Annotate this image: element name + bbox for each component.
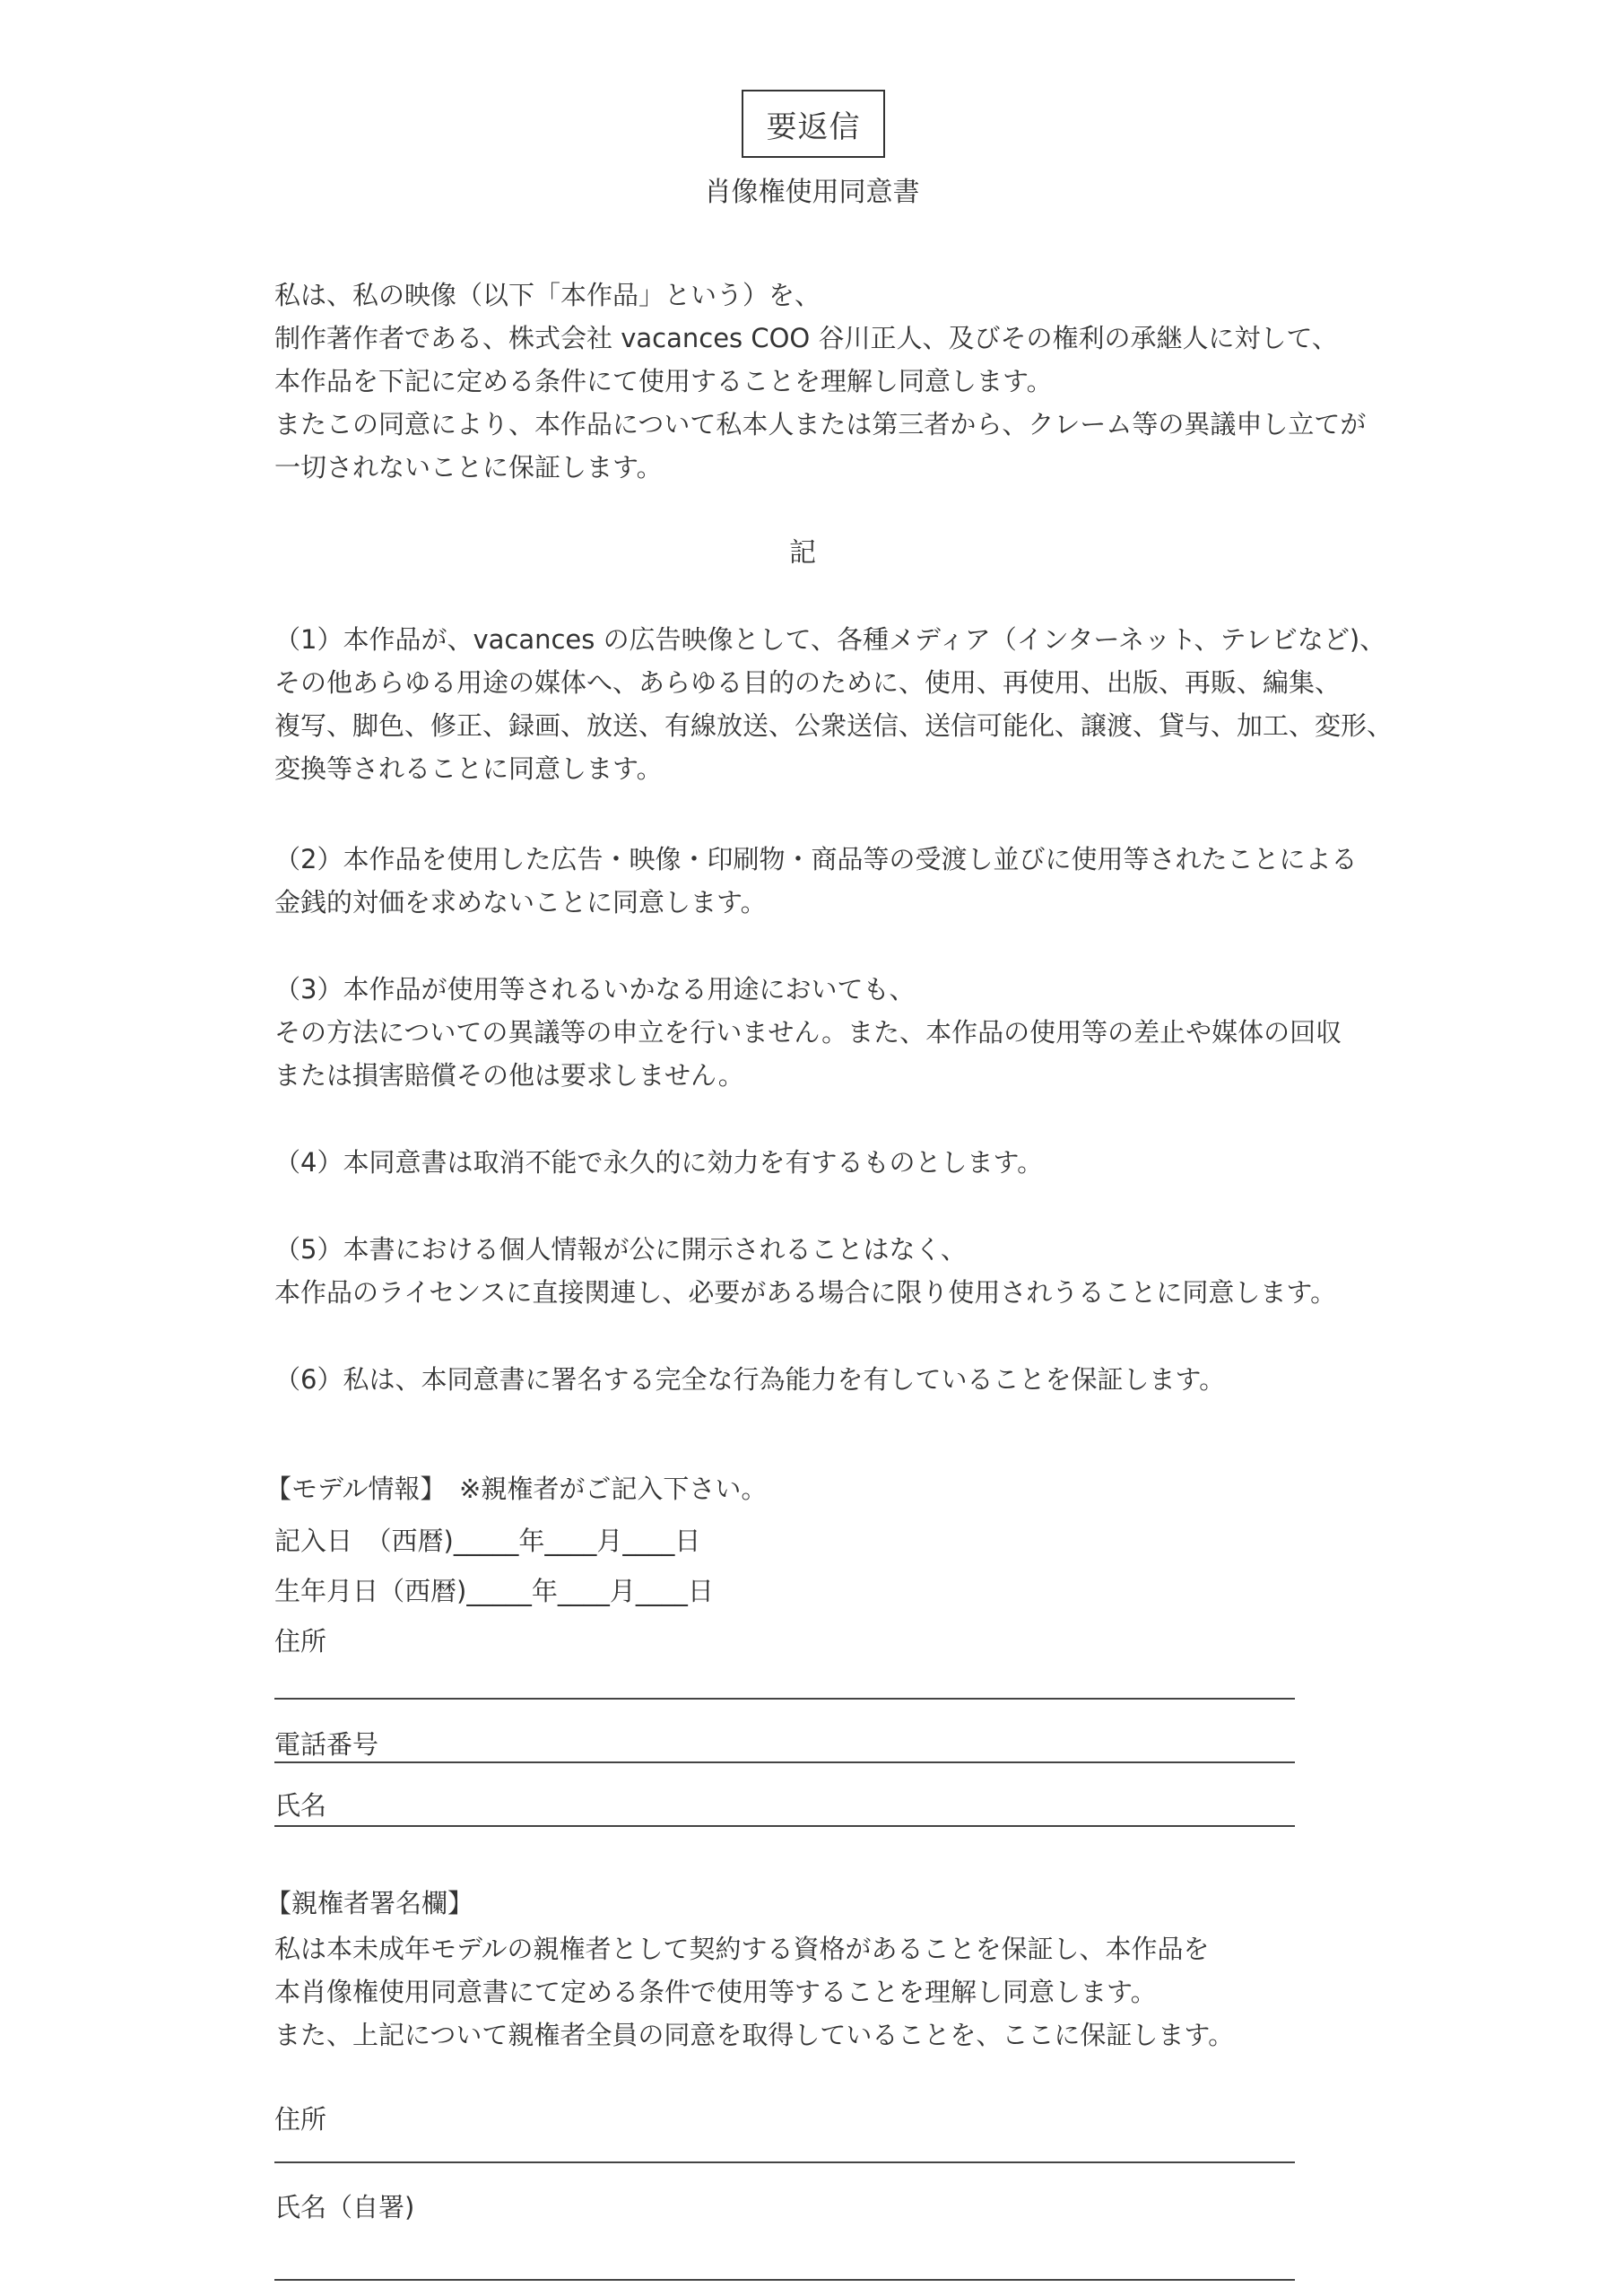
guardian-heading: 【親権者署名欄】 <box>265 1888 474 1918</box>
reply-required-badge: 要返信 <box>742 90 885 158</box>
clause-line: その他あらゆる用途の媒体へ、あらゆる目的のために、使用、再使用、出版、再販、編集、 <box>274 667 1342 698</box>
document-title: 肖像権使用同意書 <box>704 177 920 208</box>
clause-line: 変換等されることに同意します。 <box>274 753 663 784</box>
clause-line: （5）本書における個人情報が公に開示されることはなく、 <box>274 1234 967 1265</box>
intro-paragraph <box>274 274 1366 489</box>
clause-line: 金銭的対価を求めないことに同意します。 <box>274 887 767 918</box>
clause-line: （4）本同意書は取消不能で永久的に効力を有するものとします。 <box>274 1147 1044 1178</box>
clause-line: 複写、脚色、修正、録画、放送、有線放送、公衆送信、送信可能化、譲渡、貸与、加工、変形、 <box>274 710 1394 741</box>
intro-line: 一切されないことに保証します。 <box>274 452 663 483</box>
guardian-address-label: 住所 <box>274 2104 327 2135</box>
model-info-heading: 【モデル情報】 ※親権者がご記入下さい。 <box>265 1474 768 1504</box>
intro-line: 制作著作者である、株式会社 vacances COO 谷川正人、及びその権利の承継人に対して、 <box>274 323 1338 353</box>
clause-4 <box>274 1141 1043 1184</box>
model-address-line[interactable] <box>274 1698 1295 1700</box>
model-name-line[interactable] <box>274 1825 1295 1827</box>
guardian-signature-line[interactable] <box>274 2279 1295 2281</box>
guardian-address-line[interactable] <box>274 2161 1295 2163</box>
intro-line: またこの同意により、本作品について私本人または第三者から、クレーム等の異議申し立てが <box>274 409 1367 439</box>
model-phone-label: 電話番号 <box>274 1729 379 1760</box>
model-name-label: 氏名 <box>274 1790 327 1821</box>
clause-2 <box>274 838 1357 924</box>
clause-line: その方法についての異議等の申立を行いません。また、本作品の使用等の差止や媒体の回収 <box>274 1017 1342 1048</box>
clause-line: （2）本作品を使用した広告・映像・印刷物・商品等の受渡し並びに使用等されたことによる <box>274 844 1358 874</box>
clause-1 <box>274 618 1393 790</box>
birth-date-field[interactable]: 生年月日（西暦)_____年____月____日 <box>274 1576 714 1606</box>
guardian-line: また、上記について親権者全員の同意を取得していることを、ここに保証します。 <box>274 2020 1235 2050</box>
clause-5 <box>274 1228 1336 1314</box>
clause-6 <box>274 1358 1225 1401</box>
clause-3 <box>274 968 1342 1097</box>
intro-line: 私は、私の映像（以下「本作品」という）を、 <box>274 280 821 310</box>
clause-line: （3）本作品が使用等されるいかなる用途においても、 <box>274 974 916 1004</box>
guardian-line: 私は本未成年モデルの親権者として契約する資格があることを保証し、本作品を <box>274 1934 1210 1964</box>
clause-line: または損害賠償その他は要求しません。 <box>274 1060 744 1091</box>
guardian-paragraph <box>274 1927 1234 2057</box>
ki-heading: 記 <box>789 537 816 569</box>
entry-date-field[interactable]: 記入日 （西暦)_____年____月____日 <box>274 1526 701 1556</box>
intro-line: 本作品を下記に定める条件にて使用することを理解し同意します。 <box>274 366 1053 396</box>
guardian-line: 本肖像権使用同意書にて定める条件で使用等することを理解し同意します。 <box>274 1977 1157 2007</box>
clause-line: （6）私は、本同意書に署名する完全な行為能力を有していることを保証します。 <box>274 1364 1226 1395</box>
clause-line: 本作品のライセンスに直接関連し、必要がある場合に限り使用されうることに同意します。 <box>274 1277 1337 1308</box>
model-address-label: 住所 <box>274 1626 327 1657</box>
model-phone-line[interactable] <box>274 1761 1295 1763</box>
clause-line: （1）本作品が、vacances の広告映像として、各種メディア（インターネット、テレビなど)、 <box>274 624 1386 655</box>
guardian-name-label: 氏名（自署) <box>274 2192 415 2222</box>
